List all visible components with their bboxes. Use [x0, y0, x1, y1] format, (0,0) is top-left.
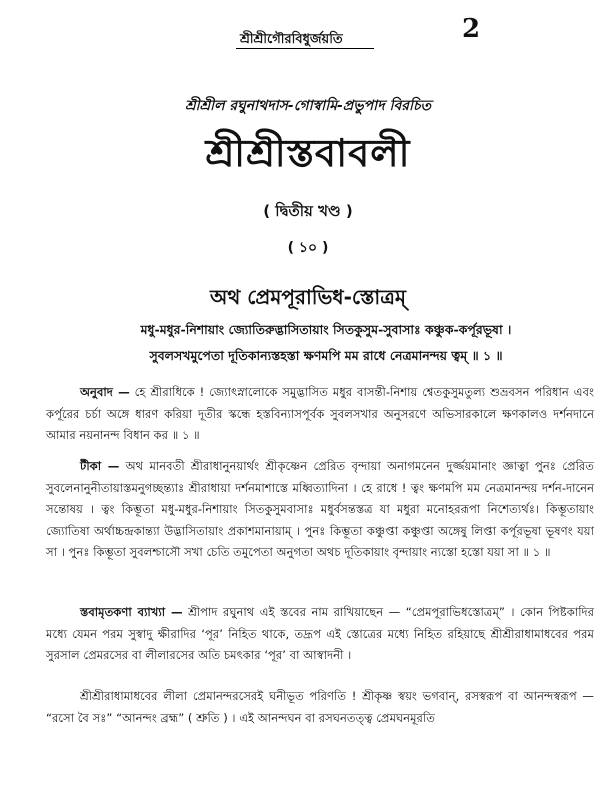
verse-line-1: মধু-মধুর-নিশায়াং জ্যোতিরুদ্ভাসিতায়াং সিতকুসুম-সুবাসাঃ কঞ্চুক-কর্পূরভূষা ।	[140, 322, 512, 337]
closing-paragraph	[46, 686, 594, 729]
anuvad-text: হে শ্রীরাধিকে ! জ্যোৎস্নালোকে সমুদ্ভাসিত মধুর বাসন্তী-নিশায় শ্বেতকুসুমতুল্য শুভ্রবসন পরিধান এবং কর্পূরের চর্চা অঙ্গে ধারণ করিয়া দূতীর স্কন্ধে হস্তবিন্যাসপূর্বক সুবলসখার অনুসরণে অভিসারকালে ক্ষণকালও দর্শনদানে আমার নয়নানন্দ বিধান কর ॥ ১ ॥	[46, 385, 595, 442]
running-head: শ্রীশ্রীগৌরবিধুর্জয়তি	[240, 32, 343, 47]
verse-line-2: সুবলসখমুপেতা দূতিকান্যস্তহস্তা ক্ষণমপি মম রাধে নেত্রমানন্দয় ত্বম্ ॥ ১ ॥	[149, 348, 503, 363]
stavamrita-text: শ্রীপাদ রঘুনাথ এই স্তবের নাম রাখিয়াছেন — “প্রেমপূরাভিধস্তোত্রম্” । কোন পিষ্টকাদির মধ্যে যেমন পরম সুস্বাদু ক্ষীরাদির ‘পূর’ নিহিত থাকে, তদ্রূপ এই স্তোত্রের মধ্যে নিহিত রহিয়াছে শ্রীশ্রীরাধামাধবের পরম সুরসাল প্রেমরসের বা লীলারসের অতি চমৎকার ‘পূর’ বা আস্বাদনী ।	[46, 605, 595, 662]
stavamrita-paragraph	[46, 602, 594, 667]
closing-text: শ্রীশ্রীরাধামাধবের লীলা প্রেমানন্দরসেরই ঘনীভূত পরিণতি ! শ্রীকৃষ্ণ স্বয়ং ভগবান্, রসস্বরূপ বা আনন্দস্বরূপ — “রসো বৈ সঃ” “আনন্দং ব্রহ্ম” ( শ্রুতি ) । এই আনন্দঘন বা রসঘনতত্ত্ব প্রেমঘনমূরতি	[46, 689, 594, 725]
page-number: 2	[462, 14, 481, 44]
book-title: শ্রীশ্রীস্তবাবলী	[205, 131, 411, 175]
tika-text: অথ মানবতী শ্রীরাধানুনয়ার্থং শ্রীকৃষ্ণেন প্রেরিত বৃন্দায়া অনাগমনেন দুর্জ্জয়মানাং জ্ঞাত্বা পুনঃ প্রেরিত সুবলেনানুনীতায়াস্তমনুগচ্ছন্ত্যাঃ শ্রীরাধায়া দর্শনমাশাস্তে মধ্বিত্যাদিনা । হে রাধে ! ত্বং ক্ষণমপি মম নেত্রমানন্দয় দর্শন-দানেন সন্তোষয় । ত্বং কিম্ভূতা মধু-মধুর-নিশায়াং সিতকুসুমবাসাঃ মধুর্বসন্তস্তত্র যা মধুরা মনোহররূপা নিশেত্যর্থঃ। কিম্ভূতায়াং জ্যোতিষা অর্থাচ্চন্দ্রকান্ত্যা উদ্ভাসিতায়াং প্রকাশমানায়াম্ । পুনঃ কিম্ভূতা কঞ্চুপ্তা কঞ্চুপ্তা অঙ্গেষু লিপ্তা কর্পূরভূষা ভূষণং যয়া সা । পুনঃ কিম্ভূতা সুবলশ্চাসৌ সখা চেতি তমুপেতা অনুগতা অথচ দূতিকায়াং বৃন্দায়াং ন্যস্তো হস্তো যয়া সা ॥ ১ ॥	[46, 459, 595, 559]
running-head-rule	[236, 48, 374, 49]
tika-label: টীকা —	[80, 459, 120, 473]
anuvad-paragraph	[46, 382, 594, 447]
hymn-title: অথ প্রেমপূরাভিধ-স্তোত্রম্	[210, 285, 406, 309]
stavamrita-label: স্তবামৃতকণা ব্যাখ্যা —	[80, 605, 183, 619]
part-label: ( দ্বিতীয় খণ্ড )	[263, 202, 353, 220]
anuvad-label: অনুবাদ —	[80, 385, 130, 399]
author-line: শ্রীশ্রীল রঘুনাথদাস-গোস্বামি-প্রভুপাদ বিরচিত	[184, 98, 432, 114]
chapter-number: ( ১০ )	[287, 240, 329, 256]
tika-paragraph	[46, 456, 594, 564]
